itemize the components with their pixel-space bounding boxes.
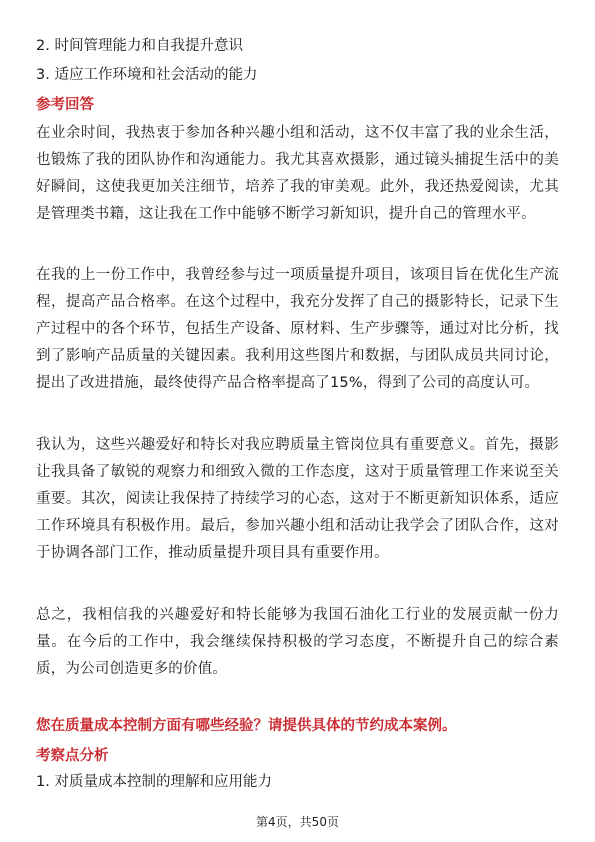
answer-paragraph: 我认为，这些兴趣爱好和特长对我应聘质量主管岗位具有重要意义。首先，摄影让我具备了敏锐的观察力和细致入微的工作态度，这对于质量管理工作来说至关重要。其次，阅读让我保持了持续学习的心态，这对于不断更新知识体系，适应工作环境具有积极作用。最后，参加兴趣小组和活动让我学会了团队合作，这对于协调各部门工作，推动质量提升项目具有重要作用。 xyxy=(36,437,559,561)
list-item: 3. 适应工作环境和社会活动的能力 xyxy=(36,67,258,83)
list-item: 2. 时间管理能力和自我提升意识 xyxy=(36,38,243,54)
analysis-heading: 考察点分析 xyxy=(36,748,109,764)
answer-heading: 参考回答 xyxy=(36,97,94,113)
answer-paragraph: 总之，我相信我的兴趣爱好和特长能够为我国石油化工行业的发展贡献一份力量。在今后的工作中，我会继续保持积极的学习态度，不断提升自己的综合素质，为公司创造更多的价值。 xyxy=(36,607,559,677)
answer-paragraph: 在业余时间，我热衷于参加各种兴趣小组和活动，这不仅丰富了我的业余生活，也锻炼了我的团队协作和沟通能力。我尤其喜欢摄影，通过镜头捕捉生活中的美好瞬间，这使我更加关注细节，培养了我的审美观。此外，我还热爱阅读，尤其是管理类书籍，这让我在工作中能够不断学习新知识，提升自己的管理水平。 xyxy=(36,125,559,222)
answer-paragraph: 在我的上一份工作中，我曾经参与过一项质量提升项目，该项目旨在优化生产流程，提高产品合格率。在这个过程中，我充分发挥了自己的摄影特长，记录下生产过程中的各个环节，包括生产设备、原材料、生产步骤等，通过对比分析，找到了影响产品质量的关键因素。我利用这些图片和数据，与团队成员共同讨论，提出了改进措施，最终使得产品合格率提高了15%，得到了公司的高度认可。 xyxy=(36,267,559,391)
question-heading: 您在质量成本控制方面有哪些经验？请提供具体的节约成本案例。 xyxy=(36,718,457,734)
list-item: 1. 对质量成本控制的理解和应用能力 xyxy=(36,774,272,790)
page-footer: 第4页，共50页 xyxy=(256,815,339,829)
